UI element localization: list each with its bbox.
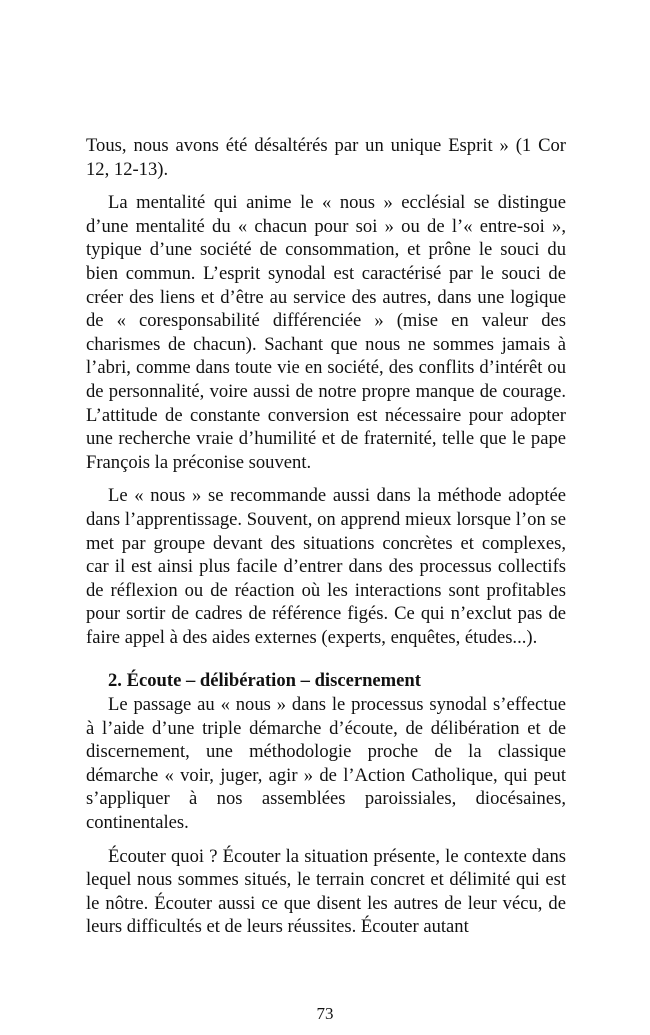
page-body (86, 134, 566, 939)
paragraph-nous-learning: Le « nous » se recommande aussi dans la méthode adoptée dans l’apprentissage. Souvent, on apprend mieux lorsque l’on se met par groupe devant des situations concrètes et complexes, car il est ainsi plus facile d’entrer dans des processus collectifs de réflexion ou de réaction où les interactions sont profitables pour sortir de cadres de référence figés. Ce qui n’exclut pas de faire appel à des aides externes (experts, enquêtes, études...). (86, 485, 566, 648)
paragraph-synodal-process: Le passage au « nous » dans le processus synodal s’effectue à l’aide d’une triple démarche d’écoute, de délibération et de discernement, une méthodologie proche de la classique démarche « voir, juger, agir » de l’Action Catholique, qui peut s’appliquer à nos assemblées paroissiales, diocésaines, continentales. (86, 694, 566, 834)
section-heading: 2. Écoute – délibération – discernement (108, 670, 421, 692)
paragraph-continuation: Tous, nous avons été désaltérés par un unique Esprit » (1 Cor 12, 12-13). (86, 135, 566, 180)
paragraph-nous-mentality: La mentalité qui anime le « nous » ecclésial se distingue d’une mentalité du « chacun pour soi » ou de l’« entre-soi », typique d’une société de consommation, et prône le souci du bien commun. L’esprit synodal est caractérisé par le souci de créer des liens et d’être au service des autres, dans une logique de « coresponsabilité différenciée » (mise en valeur des charismes de chacun). Sachant que nous ne sommes jamais à l’abri, comme dans toute vie en société, des conflits d’intérêt ou de personnalité, voire aussi de notre propre manque de courage. L’attitude de constante conversion est nécessaire pour adopter une recherche vraie d’humilité et de fraternité, telle que le pape François la préconise souvent. (86, 192, 566, 473)
page-number: 73 (316, 1004, 334, 1023)
paragraph-listen: Écouter quoi ? Écouter la situation présente, le contexte dans lequel nous sommes situés, le terrain concret et délimité qui est le nôtre. Écouter aussi ce que disent les autres de leur vécu, de leurs difficultés et de leurs réussites. Écouter autant (86, 845, 566, 938)
